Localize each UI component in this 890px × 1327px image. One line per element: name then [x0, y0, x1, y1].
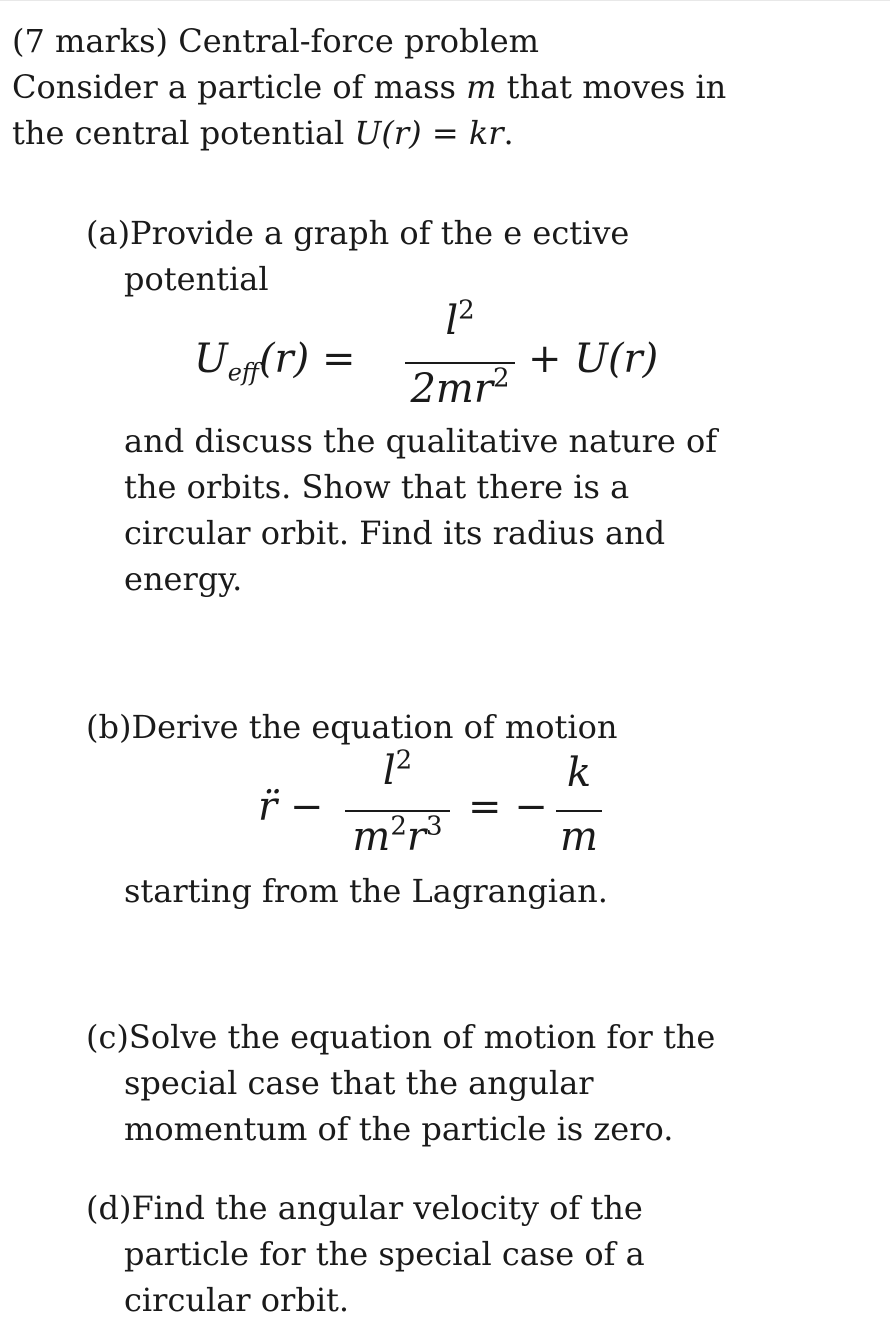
- intro-line-2: Consider a particle of mass m that moves in: [12, 68, 727, 106]
- part-c: [86, 1014, 866, 1152]
- eq-b-rhs-numerator: k: [566, 750, 592, 796]
- eq-b-equals: = −: [468, 784, 548, 830]
- eq-b-numerator: $l^2$: [382, 745, 413, 794]
- part-b-line-2: starting from the Lagrangian.: [124, 872, 608, 910]
- part-c-line-3: momentum of the particle is zero.: [124, 1110, 674, 1148]
- part-a-line-6: energy.: [124, 560, 243, 598]
- eq-b-rhs-denominator: m: [560, 814, 598, 860]
- part-b-continued: [86, 868, 866, 914]
- problem-intro: [12, 18, 872, 156]
- eq-a-denominator: $2mr^2$: [410, 363, 510, 412]
- part-c-line-2: special case that the angular: [124, 1064, 594, 1102]
- part-d-label: (d): [86, 1189, 132, 1227]
- part-a-line-5: circular orbit. Find its radius and: [124, 514, 666, 552]
- eq-b-rhs-fraction-bar: [556, 810, 602, 812]
- mass-variable: m: [466, 68, 497, 106]
- part-c-label: (c): [86, 1018, 129, 1056]
- eq-a-lhs: $U_{eff}(r)$ =: [194, 336, 356, 387]
- part-b-label: (b): [86, 708, 132, 746]
- part-a-line-4: the orbits. Show that there is a: [124, 468, 630, 506]
- part-c-heading: (c)Solve the equation of motion for the: [86, 1018, 716, 1056]
- part-a-line-2: potential: [124, 260, 269, 298]
- part-a-line-3: and discuss the qualitative nature of: [124, 422, 718, 460]
- intro-line-3: the central potential U(r) = kr.: [12, 114, 514, 152]
- part-d: [86, 1185, 866, 1323]
- part-d-line-3: circular orbit.: [124, 1281, 350, 1319]
- part-b-heading: (b)Derive the equation of motion: [86, 708, 618, 746]
- problem-title: (7 marks) Central-force problem: [12, 22, 539, 60]
- part-a: [86, 210, 866, 302]
- potential-expression: U(r) = kr: [354, 114, 504, 152]
- eq-a-rhs: + U(r): [528, 336, 659, 382]
- part-d-line-2: particle for the special case of a: [124, 1235, 645, 1273]
- part-a-continued: [86, 418, 866, 602]
- top-border: [0, 0, 890, 1]
- eq-a-numerator: $l^2$: [445, 295, 475, 344]
- part-d-heading: (d)Find the angular velocity of the: [86, 1189, 643, 1227]
- part-b: [86, 704, 866, 750]
- eq-b-lhs: r̈ −: [258, 784, 324, 830]
- eq-b-denominator: $m^2r^3$: [352, 811, 443, 860]
- part-a-label: (a): [86, 214, 131, 252]
- part-a-heading: (a)Provide a graph of the e ective: [86, 214, 630, 252]
